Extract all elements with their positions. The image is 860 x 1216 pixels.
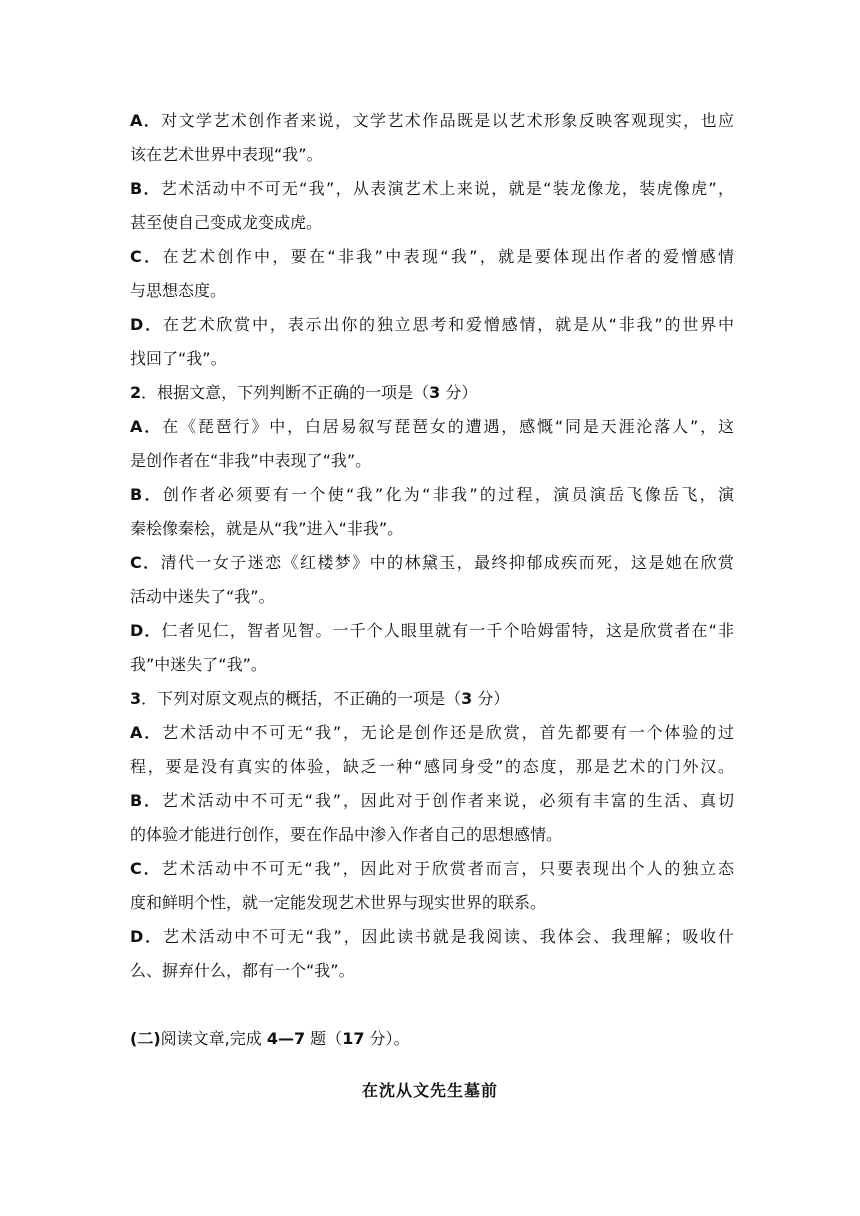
q3-option-d xyxy=(130,920,734,988)
q2-option-d xyxy=(130,614,734,682)
question-number: 3 xyxy=(130,689,142,708)
q3-option-a xyxy=(130,716,734,784)
q2-option-b xyxy=(130,478,734,546)
question-score-unit: 分） xyxy=(472,689,510,708)
question-stem: ．下列对原文观点的概括，不正确的一项是（ xyxy=(141,689,462,708)
option-letter: D． xyxy=(130,621,162,640)
option-letter: B． xyxy=(130,179,161,198)
question-content xyxy=(130,104,734,1056)
option-text: 艺术活动中不可无“我”，因此读书就是我阅读、我体会、我理解；吸收什 xyxy=(162,927,734,946)
q3-stem xyxy=(130,682,734,716)
spacer xyxy=(130,988,734,1022)
option-text: 艺术活动中不可无“我”，无论是创作还是欣赏，首先都要有一个体验的过 xyxy=(162,723,734,742)
option-text: 清代一女子迷恋《红楼梦》中的林黛玉，最终抑郁成疾而死，这是她在欣赏 xyxy=(160,553,734,572)
option-letter: B． xyxy=(130,485,163,504)
option-letter: A． xyxy=(130,723,163,742)
question-number: 2 xyxy=(130,383,142,402)
option-text: 艺术活动中不可无“我”，因此对于欣赏者而言，只要表现出个人的独立态 xyxy=(161,859,734,878)
option-text: 度和鲜明个性，就一定能发现艺术世界与现实世界的联系。 xyxy=(130,893,547,912)
option-text: 活动中迷失了“我”。 xyxy=(130,587,275,606)
option-text: 创作者必须要有一个使“我”化为“非我”的过程，演员演岳飞像岳飞，演 xyxy=(162,485,734,504)
article-title: 在沈从文先生墓前 xyxy=(361,1081,498,1100)
q1-option-b xyxy=(130,172,734,240)
option-text: 艺术活动中不可无“我”，因此对于创作者来说，必须有丰富的生活、真切 xyxy=(161,791,734,810)
q2-stem xyxy=(130,376,734,410)
q1-option-c xyxy=(130,240,734,308)
option-text: 在艺术创作中，要在“非我”中表现“我”，就是要体现出作者的爱憎感情 xyxy=(162,247,734,266)
option-letter: B． xyxy=(130,791,162,810)
option-letter: C． xyxy=(130,859,162,878)
section-heading xyxy=(130,1022,734,1056)
question-stem: ．根据文意，下列判断不正确的一项是（ xyxy=(141,383,430,402)
option-text: 与思想态度。 xyxy=(130,281,227,300)
option-letter: D． xyxy=(130,315,163,334)
q2-option-a xyxy=(130,410,734,478)
q1-option-a xyxy=(130,104,734,172)
option-text: 程，要是没有真实的体验，缺乏一种“感同身受”的态度，那是艺术的门外汉。 xyxy=(130,757,734,776)
option-text: 仁者见仁，智者见智。一千个人眼里就有一千个哈姆雷特，这是欣赏者在“非 xyxy=(161,621,734,640)
section-range: 4—7 xyxy=(266,1029,306,1048)
q2-option-c xyxy=(130,546,734,614)
section-text: 阅读文章,完成 xyxy=(160,1029,267,1048)
option-text: 艺术活动中不可无“我”，从表演艺术上来说，就是“装龙像龙，装虎像虎”， xyxy=(160,179,734,198)
option-text: 找回了“我”。 xyxy=(130,349,227,368)
option-letter: C． xyxy=(130,553,161,572)
option-text: 的体验才能进行创作，要在作品中渗入作者自己的思想感情。 xyxy=(130,825,563,844)
q3-option-c xyxy=(130,852,734,920)
section-text: 题（ xyxy=(305,1029,343,1048)
q1-option-d xyxy=(130,308,734,376)
question-score: 3 xyxy=(461,689,473,708)
option-text: 该在艺术世界中表现“我”。 xyxy=(130,145,323,164)
question-score-unit: 分） xyxy=(440,383,478,402)
option-text: 甚至使自己变成龙变成虎。 xyxy=(130,213,323,232)
section-points: 17 xyxy=(342,1029,365,1048)
question-score: 3 xyxy=(429,383,441,402)
section-text: 分）。 xyxy=(364,1029,410,1048)
option-letter: D． xyxy=(130,927,163,946)
option-text: 在《琵琶行》中，白居易叙写琵琶女的遭遇，感慨“同是天涯沦落人”，这 xyxy=(162,417,734,436)
option-text: 秦桧像秦桧，就是从“我”进入“非我”。 xyxy=(130,519,404,538)
option-text: 是创作者在“非我”中表现了“我”。 xyxy=(130,451,372,470)
option-letter: C． xyxy=(130,247,163,266)
q3-option-b xyxy=(130,784,734,852)
option-text: 在艺术欣赏中，表示出你的独立思考和爱憎感情，就是从“非我”的世界中 xyxy=(162,315,734,334)
option-text: 么、摒弃什么，都有一个“我”。 xyxy=(130,961,355,980)
option-text: 对文学艺术创作者来说，文学艺术作品既是以艺术形象反映客观现实，也应 xyxy=(161,111,734,130)
option-letter: A． xyxy=(130,417,163,436)
option-letter: A． xyxy=(130,111,162,130)
section-prefix: (二) xyxy=(130,1029,161,1048)
option-text: 我”中迷失了“我”。 xyxy=(130,655,267,674)
